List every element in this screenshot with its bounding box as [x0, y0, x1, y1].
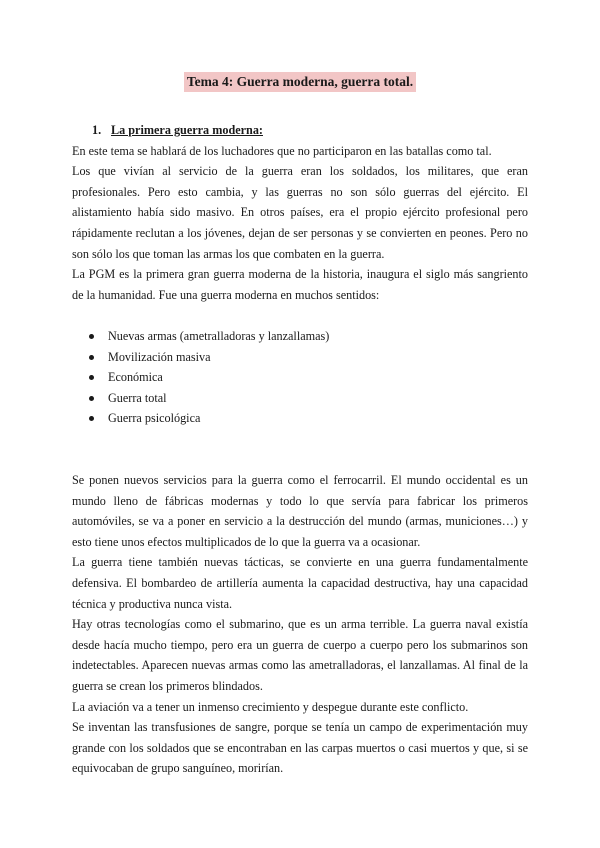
- section-heading: [92, 120, 528, 141]
- section-heading-text: La primera guerra moderna:: [111, 123, 263, 137]
- paragraph: La PGM es la primera gran guerra moderna de la historia, inaugura el siglo más sangriento de la humanidad. Fue una guerra moderna en muchos sentidos:: [72, 267, 528, 302]
- blank-line: [72, 450, 528, 471]
- list-item: [72, 388, 528, 409]
- paragraph: Hay otras tecnologías como el submarino, que es un arma terrible. La guerra naval existía desde hacía mucho tiempo, pero era un guerra de cuerpo a cuerpo pero los submarinos son indetectables. Aparecen nuevas armas como las ametralladoras, el lanzallamas. Al final de la guerra se crean los primeros blindados.: [72, 617, 528, 694]
- list-item: [72, 367, 528, 388]
- paragraph: Se ponen nuevos servicios para la guerra como el ferrocarril. El mundo occidental es un mundo lleno de fábricas modernas y todo lo que servía para fabricar los primeros automóviles, se va a poner en servicio a la destrucción del mundo (armas, municiones…) y esto tiene unos efectos multiplicados de lo que la guerra va a ocasionar.: [72, 473, 528, 549]
- list-item: [72, 326, 528, 347]
- paragraph: En este tema se hablará de los luchadores que no participaron en las batallas como tal.: [72, 143, 492, 158]
- list-item-text: Guerra psicológica: [108, 411, 201, 426]
- paragraph: Se inventan las transfusiones de sangre, porque se tenía un campo de experimentación muy grande con los soldados que se encontraban en las carpas muertos o casi muertos y que, si se equivocaban de grupo sanguíneo, morirían.: [72, 720, 528, 776]
- title-container: [0, 72, 600, 92]
- list-item-text: Movilización masiva: [108, 349, 211, 364]
- paragraph: Los que vivían al servicio de la guerra eran los soldados, los militares, que eran profesionales. Pero esto cambia, y las guerras no son sólo guerras del ejército. El alistamiento había sido masivo. En otros países, era el propio ejército profesional pero rápidamente reclutan a los jóvenes, dejan de ser personas y se convierten en peones. Pero no son sólo los que toman las armas los que combaten en la guerra.: [72, 164, 528, 261]
- bullet-icon: [89, 375, 94, 380]
- bullet-icon: [89, 416, 94, 421]
- paragraph: La guerra tiene también nuevas tácticas, se convierte en una guerra fundamentalmente defensiva. El bombardeo de artillería aumenta la capacidad destructiva, hay una capacidad técnica y productiva nunca vista.: [72, 555, 528, 611]
- list-item-text: Económica: [108, 370, 163, 385]
- section-number: 1.: [92, 123, 102, 137]
- list-item-text: Guerra total: [108, 390, 167, 405]
- document-body: [72, 120, 528, 779]
- list-item-text: Nuevas armas (ametralladoras y lanzallamas): [108, 328, 330, 343]
- page-title: Tema 4: Guerra moderna, guerra total.: [184, 72, 416, 92]
- list-item: [72, 347, 528, 368]
- paragraph: La aviación va a tener un inmenso crecimiento y despegue durante este conflicto.: [72, 699, 469, 714]
- bullet-icon: [89, 396, 94, 401]
- bullet-list: [72, 326, 528, 429]
- list-item: [72, 408, 528, 429]
- bullet-icon: [89, 355, 94, 360]
- bullet-icon: [89, 334, 94, 339]
